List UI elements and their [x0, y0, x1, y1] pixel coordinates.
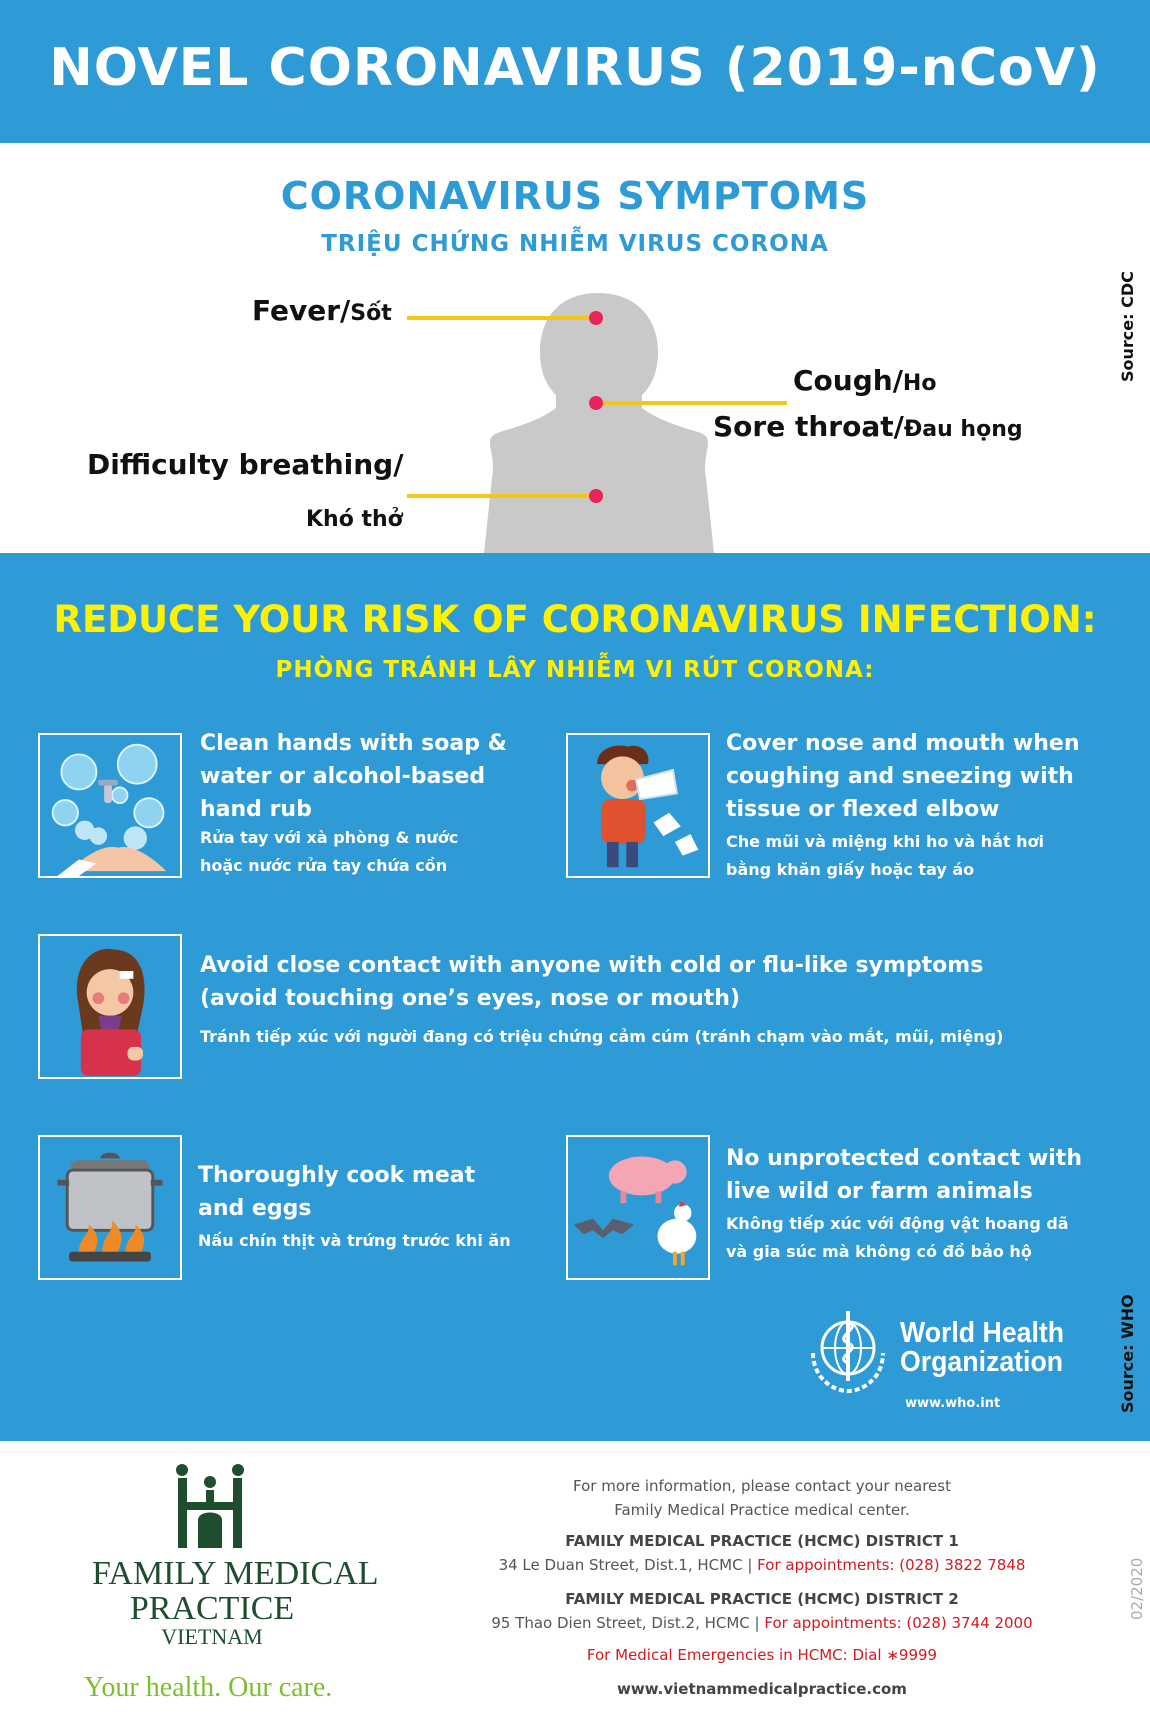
fmp-name-line3: VIETNAM [161, 1624, 263, 1649]
fever-dot [589, 311, 603, 325]
page-title: NOVEL CORONAVIRUS (2019-nCoV) [49, 38, 1101, 98]
print-date: 02/2020 [1128, 1557, 1146, 1620]
tip-cover-en [726, 727, 1080, 826]
tip2-en-line2: coughing and sneezing with [726, 764, 1074, 789]
district1-contact: 34 Le Duan Street, Dist.1, HCMC | For appointments: (028) 3822 7848 [498, 1556, 1026, 1574]
tip-avoid-contact-vi [200, 1023, 1003, 1051]
tip2-en-line3: tissue or flexed elbow [726, 797, 1000, 822]
source-who: Source: WHO [1118, 1294, 1137, 1413]
cough-vi: Ho [902, 371, 937, 396]
tip3-en-line2: (avoid touching one’s eyes, nose or mouth) [200, 986, 741, 1011]
fever-vi: Sốt [350, 301, 392, 326]
tip3-en-line1: Avoid close contact with anyone with cold or flu-like symptoms [200, 953, 984, 978]
symptom-breathing: Difficulty breathing/ [87, 448, 404, 481]
who-emblem-icon [803, 1303, 893, 1393]
fmp-name-line2: PRACTICE [129, 1590, 295, 1627]
breath-vi: Khó thở [306, 507, 403, 532]
symptoms-subtitle: TRIỆU CHỨNG NHIỄM VIRUS CORONA [321, 231, 829, 257]
website-link[interactable]: www.vietnammedicalpractice.com [617, 1680, 907, 1698]
tip5-en-line2: live wild or farm animals [726, 1179, 1033, 1204]
handwash-icon [38, 733, 182, 878]
tip1-en-line3: hand rub [200, 797, 312, 822]
tip-avoid-contact-en [200, 949, 983, 1015]
tip5-vi-line2: và gia súc mà không có đồ bảo hộ [726, 1242, 1032, 1261]
body-shape [484, 293, 714, 553]
district2-phone[interactable]: For appointments: (028) 3744 2000 [764, 1614, 1033, 1632]
tip-cook-vi [198, 1227, 511, 1255]
tip2-vi-line1: Che mũi và miệng khi ho và hắt hơi [726, 832, 1044, 851]
fmp-name-line1: FAMILY MEDICAL [92, 1555, 379, 1592]
symptom-sore-throat [713, 410, 1023, 443]
tip1-en-line1: Clean hands with soap & [200, 731, 507, 756]
tip-cover-vi [726, 828, 1044, 884]
fever-en: Fever/ [252, 294, 351, 327]
sore-en: Sore throat/ [713, 410, 904, 443]
emergency-line: For Medical Emergencies in HCMC: Dial ∗9999 [586, 1646, 938, 1664]
tip-cook-en [198, 1159, 475, 1225]
cough-en: Cough/ [793, 364, 903, 397]
tip4-en-line1: Thoroughly cook meat [198, 1163, 476, 1188]
who-line2: Organization [900, 1346, 1064, 1378]
district2-name: FAMILY MEDICAL PRACTICE (HCMC) DISTRICT 2 [565, 1590, 959, 1608]
tip1-en-line2: water or alcohol-based [200, 764, 486, 789]
tip-animals-vi [726, 1210, 1069, 1266]
risk-title: REDUCE YOUR RISK OF CORONAVIRUS INFECTION: [53, 598, 1097, 641]
tip5-vi-line1: Không tiếp xúc với động vật hoang dã [726, 1214, 1069, 1233]
tip2-vi-line2: bằng khăn giấy hoặc tay áo [726, 860, 975, 879]
risk-subtitle: PHÒNG TRÁNH LÂY NHIỄM VI RÚT CORONA: [275, 657, 875, 683]
who-url: www.who.int [905, 1396, 1001, 1411]
tip-handwash-vi [200, 824, 458, 880]
tip-handwash-en [200, 727, 507, 826]
who-line1: World Health [900, 1317, 1065, 1349]
sick-person-icon [38, 934, 182, 1079]
district1-phone[interactable]: For appointments: (028) 3822 7848 [757, 1556, 1026, 1574]
symptom-breathing-vi [306, 500, 403, 533]
tip3-vi-line1: Tránh tiếp xúc với người đang có triệu chứng cảm cúm (tránh chạm vào mắt, mũi, miệng) [200, 1027, 1004, 1046]
symptom-cough [793, 364, 936, 397]
tip-animals-en [726, 1142, 1082, 1208]
sore-vi: Đau họng [903, 417, 1023, 442]
cooking-pot-icon [38, 1135, 182, 1280]
animals-icon [566, 1135, 710, 1280]
tip4-en-line2: and eggs [198, 1196, 312, 1221]
fmp-logo-icon [170, 1462, 250, 1550]
symptoms-title: CORONAVIRUS SYMPTOMS [280, 174, 870, 218]
symptom-fever [252, 294, 392, 327]
throat-dot [589, 396, 603, 410]
who-name [900, 1319, 1064, 1377]
district1-address: 34 Le Duan Street, Dist.1, HCMC [498, 1556, 743, 1574]
tip1-vi-line1: Rửa tay với xà phòng & nước [200, 828, 459, 847]
district1-name: FAMILY MEDICAL PRACTICE (HCMC) DISTRICT 1 [565, 1532, 959, 1550]
tip4-vi-line1: Nấu chín thịt và trứng trước khi ăn [198, 1231, 511, 1250]
source-cdc: Source: CDC [1118, 271, 1137, 382]
tip1-vi-line2: hoặc nước rửa tay chứa cồn [200, 856, 448, 875]
tip2-en-line1: Cover nose and mouth when [726, 731, 1080, 756]
sneeze-icon [566, 733, 710, 878]
slogan: Your health. Our care. [84, 1672, 333, 1703]
info-line2: Family Medical Practice medical center. [614, 1501, 910, 1519]
district2-address: 95 Thao Dien Street, Dist.2, HCMC [491, 1614, 750, 1632]
risk-section [0, 553, 1150, 1441]
chest-dot [589, 489, 603, 503]
info-line1: For more information, please contact your nearest [573, 1477, 951, 1495]
tip5-en-line1: No unprotected contact with [726, 1146, 1082, 1171]
district2-contact: 95 Thao Dien Street, Dist.2, HCMC | For appointments: (028) 3744 2000 [491, 1614, 1033, 1632]
